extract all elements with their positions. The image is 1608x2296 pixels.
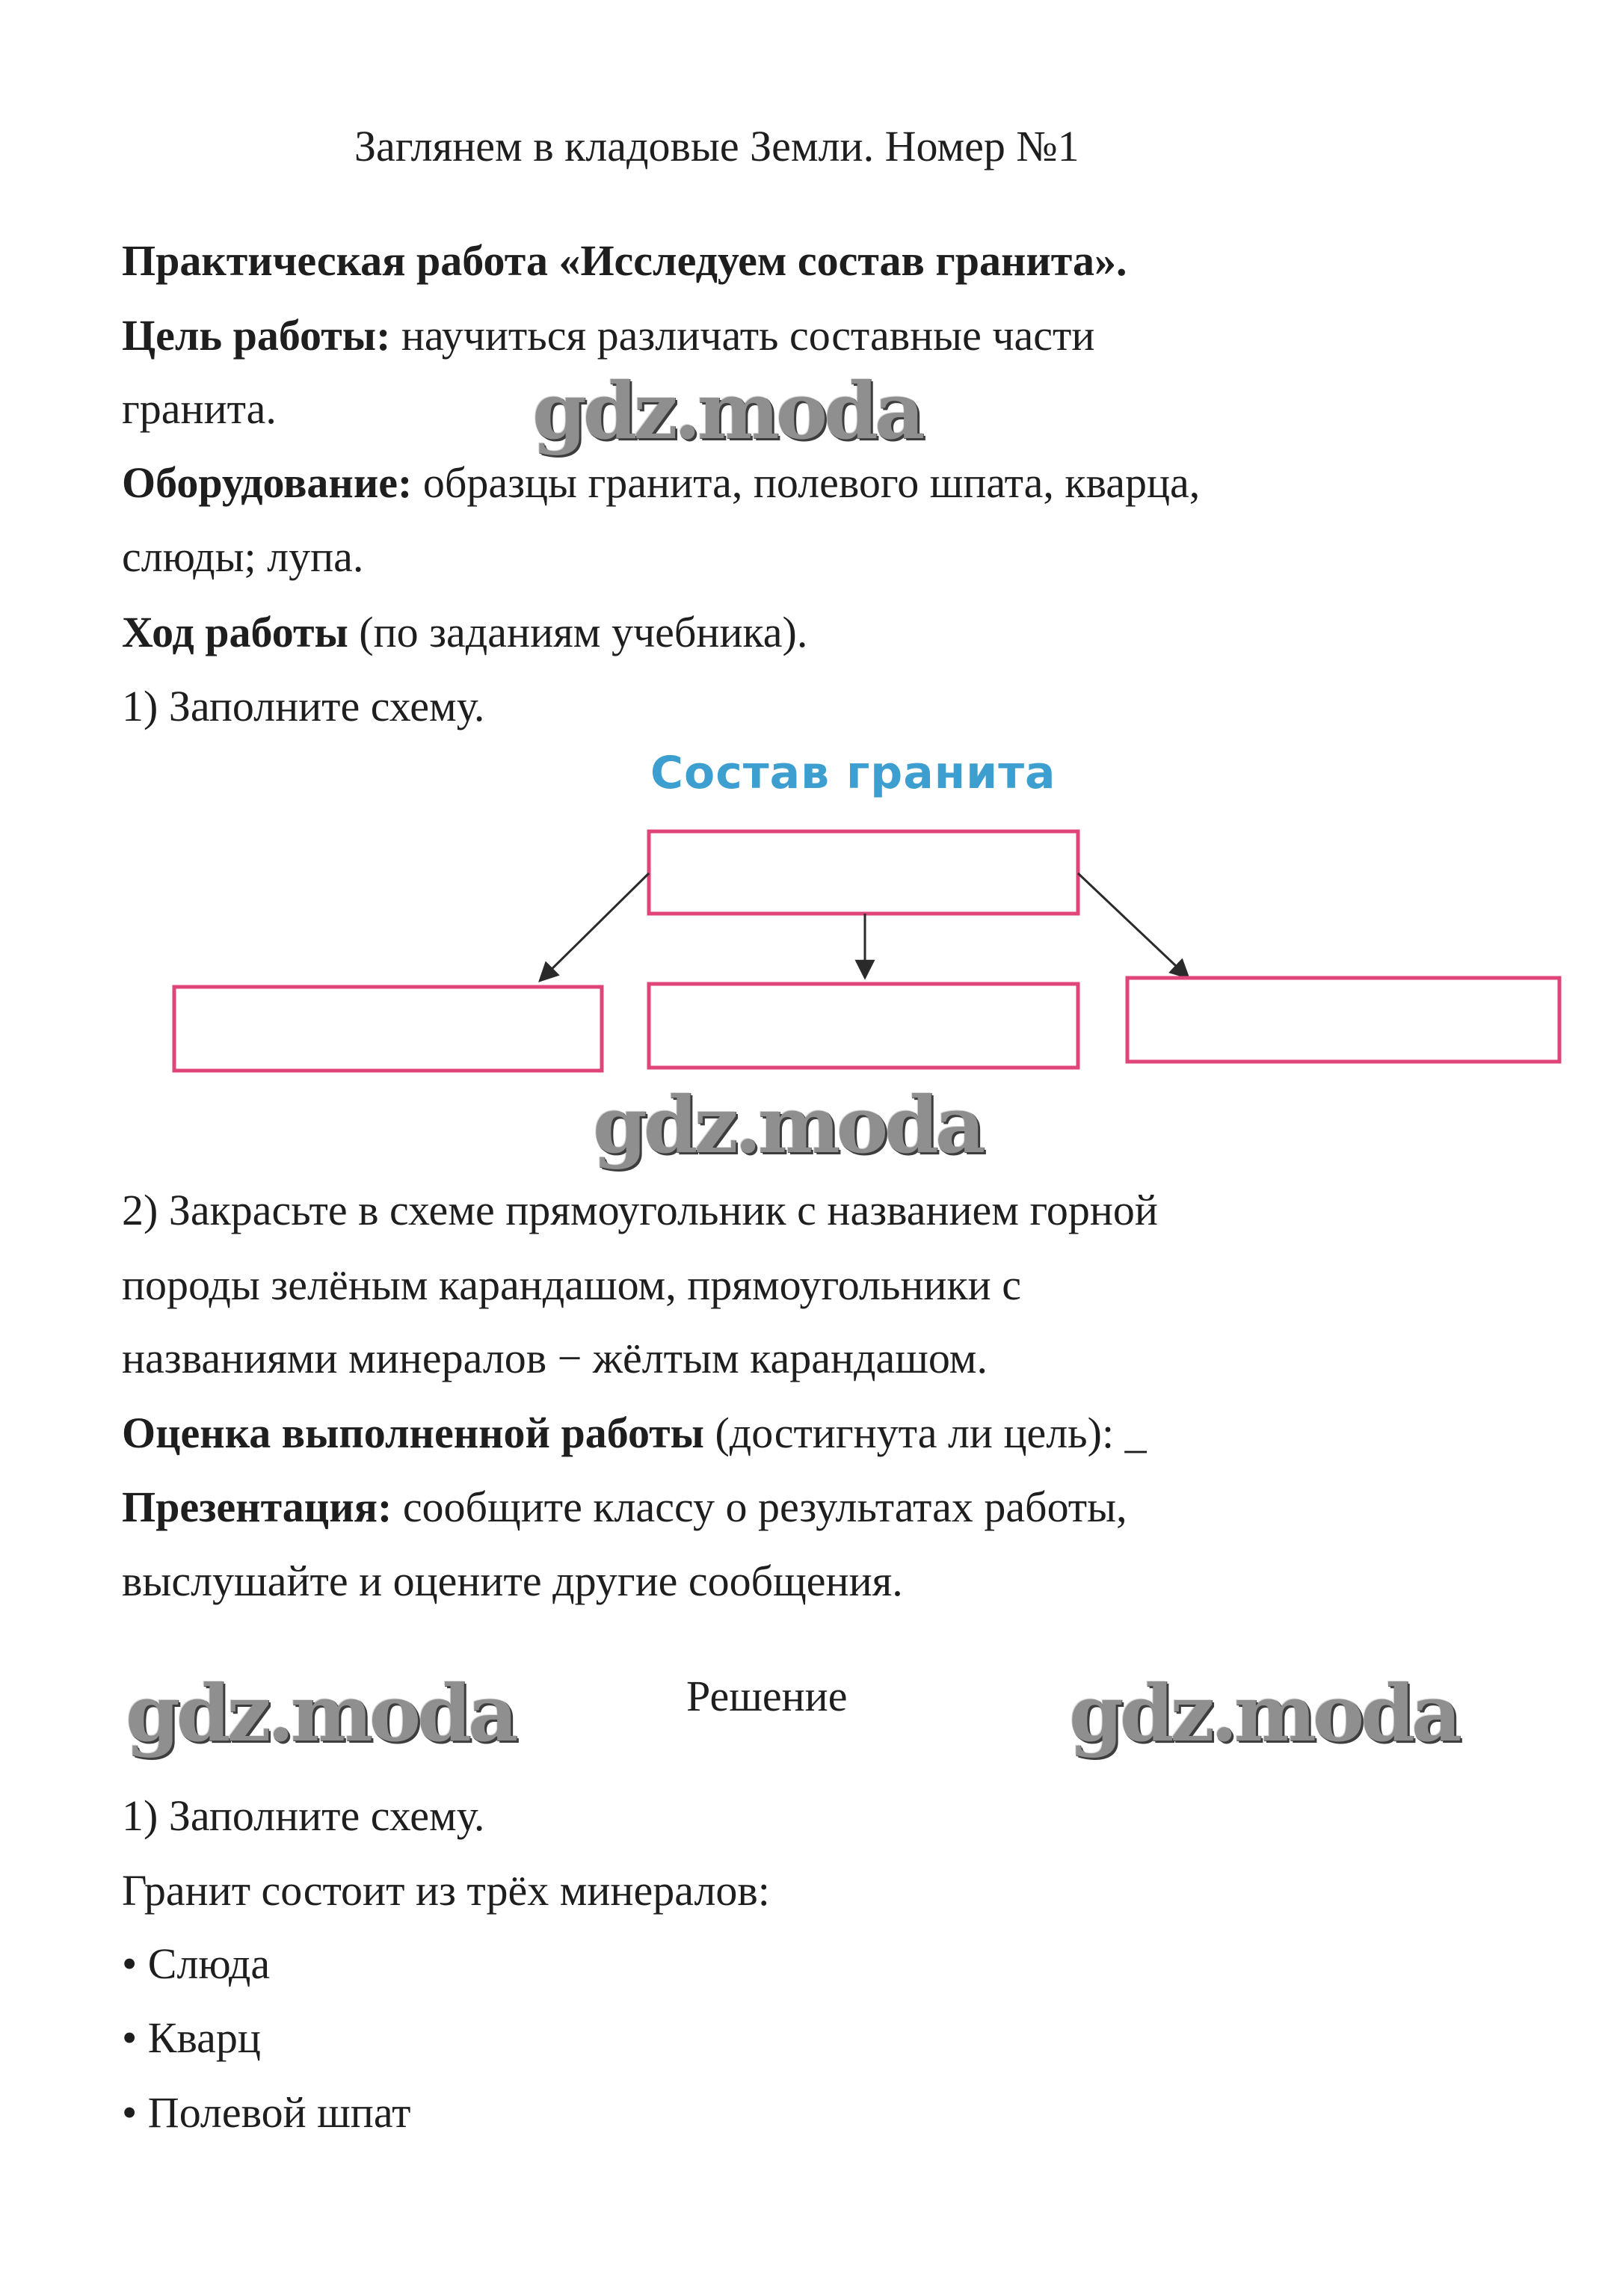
equipment-text: образцы гранита, полевого шпата, кварца,	[412, 458, 1201, 507]
mineral-list-item: • Полевой шпат	[122, 2088, 411, 2137]
watermark: gdz.moda	[532, 365, 922, 457]
equipment-label: Оборудование:	[122, 458, 413, 507]
mineral-box-left	[174, 987, 602, 1071]
arrow-left	[540, 873, 649, 981]
presentation-line-1	[122, 1483, 1127, 1531]
mineral-list-item: • Слюда	[122, 1939, 271, 1988]
solution-step1: 1) Заполните схему.	[122, 1791, 485, 1840]
progress-label: Ход работы	[122, 608, 348, 656]
solution-heading: Решение	[686, 1672, 848, 1720]
watermark: gdz.moda	[593, 1079, 982, 1171]
goal-line-1	[122, 311, 1095, 360]
page-header: Заглянем в кладовые Земли. Номер №1	[354, 122, 1079, 170]
rock-box	[649, 831, 1078, 914]
step1-line: 1) Заполните схему.	[122, 682, 485, 730]
step2-line-3: названиями минералов − жёлтым карандашом.	[122, 1334, 988, 1382]
evaluation-line	[122, 1409, 1147, 1457]
presentation-text: сообщите классу о результатах работы,	[392, 1483, 1127, 1531]
goal-text: научиться различать составные части	[390, 311, 1095, 360]
presentation-label: Презентация:	[122, 1483, 392, 1531]
goal-line-2: гранита.	[122, 384, 277, 433]
task-title: Практическая работа «Исследуем состав гранита».	[122, 236, 1127, 285]
diagram-title: Состав гранита	[650, 747, 1056, 799]
progress-text: (по заданиям учебника).	[348, 608, 808, 656]
arrow-right	[1078, 873, 1189, 978]
evaluation-label: Оценка выполненной работы	[122, 1409, 704, 1457]
evaluation-text: (достигнута ли цель): _	[703, 1409, 1147, 1457]
watermark: gdz.moda	[126, 1667, 515, 1759]
solution-intro: Гранит состоит из трёх минералов:	[122, 1866, 770, 1915]
granite-scheme-diagram	[0, 740, 1608, 1099]
equipment-line-1	[122, 458, 1201, 507]
mineral-box-center	[649, 984, 1078, 1068]
progress-line	[122, 608, 808, 656]
mineral-list-item: • Кварц	[122, 2013, 261, 2062]
goal-label: Цель работы:	[122, 311, 391, 360]
step2-line-2: породы зелёным карандашом, прямоугольники с	[122, 1261, 1021, 1309]
mineral-box-right	[1127, 978, 1559, 1062]
step2-line-1: 2) Закрасьте в схеме прямоугольник с названием горной	[122, 1186, 1158, 1234]
equipment-line-2: слюды; лупа.	[122, 532, 364, 581]
watermark: gdz.moda	[1069, 1667, 1458, 1759]
presentation-line-2: выслушайте и оцените другие сообщения.	[122, 1557, 903, 1605]
